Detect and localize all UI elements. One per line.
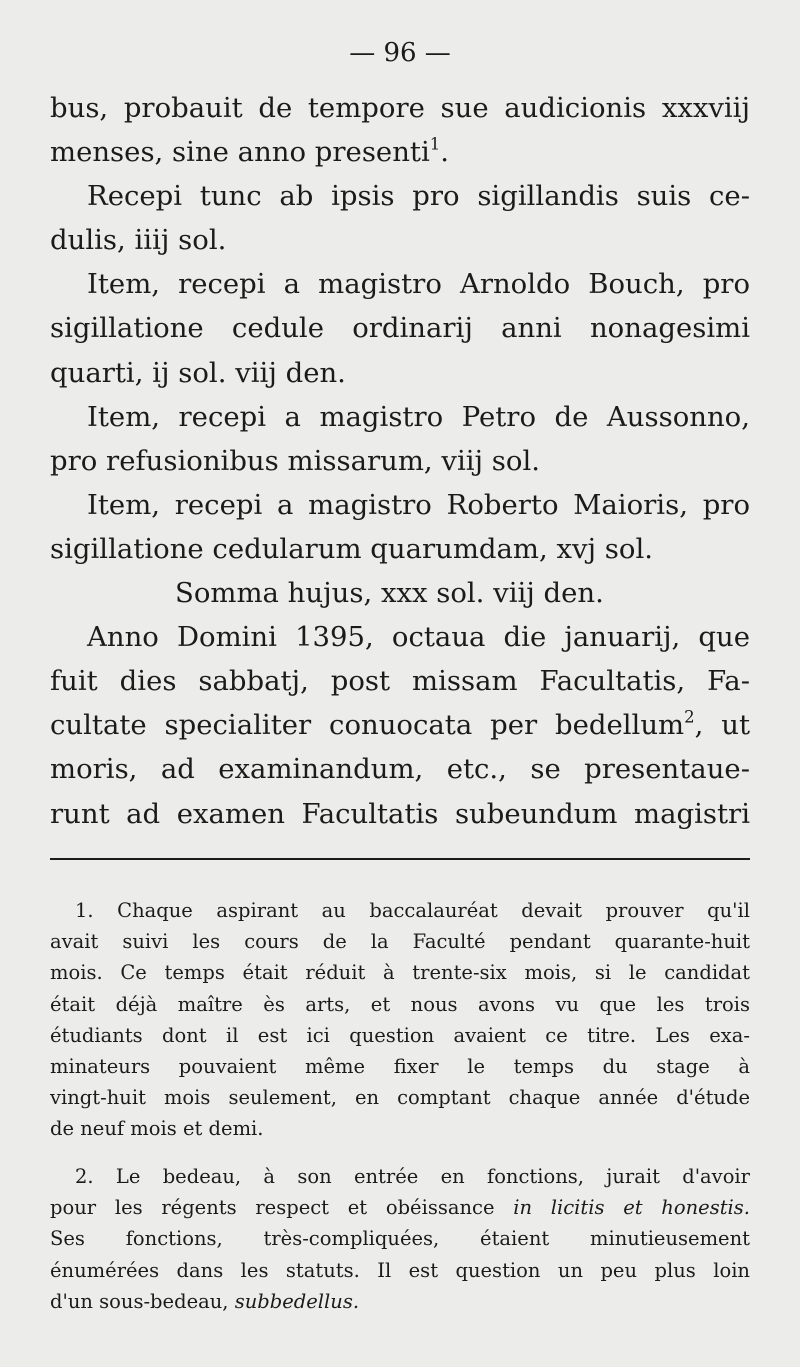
text-line: sigillatione cedularum quarumdam, xvj sol. [50, 532, 653, 565]
text-line: dulis, iiij sol. [50, 224, 227, 257]
footnote-line: de neuf mois et demi. [50, 1117, 264, 1141]
text-line: bus, probauit de tempore sue audicionis xxxviij [50, 92, 750, 124]
text-line: runt ad examen Facultatis subeundum magistri [50, 797, 750, 830]
footnote-ref-1: 1 [429, 134, 441, 154]
main-text [50, 86, 750, 836]
footnote-2 [50, 1161, 750, 1317]
footnote-line: 2. Le bedeau, à son entrée en fonctions, jurait d'avoir [75, 1165, 750, 1188]
text-line: Somma hujus, xxx sol. viij den. [175, 577, 604, 610]
footnote-line: était déjà maître ès arts, et nous avons vu que les trois [50, 992, 750, 1016]
footnote-1 [50, 895, 750, 1145]
text-line: Item, recepi a magistro Roberto Maioris, pro [87, 488, 750, 521]
text-line-body: menses, sine anno presenti [50, 136, 430, 169]
footnote-text: pour les régents respect et obéissance [50, 1196, 514, 1220]
footnote-line: avait suivi les cours de la Faculté pendant quarante-huit [50, 930, 750, 954]
page-number: — 96 — [349, 38, 451, 68]
footnote-line: 1. Chaque aspirant au baccalauréat devait prouver qu'il [75, 899, 750, 922]
footnote-line [50, 1192, 750, 1223]
footnote-text: d'un sous-bedeau, [50, 1289, 235, 1313]
footnote-line: Ses fonctions, très-compliquées, étaient minutieusement [50, 1227, 750, 1251]
text-line-trail: . [440, 136, 450, 169]
text-line: pro refusionibus missarum, viij sol. [50, 444, 541, 477]
text-line: Recepi tunc ab ipsis pro sigillandis suis ce- [87, 180, 750, 213]
text-line: Anno Domini 1395, octaua die januarij, que [87, 621, 750, 654]
text-line: fuit dies sabbatj, post missam Facultatis, Fa- [50, 665, 750, 698]
footnote-line: minateurs pouvaient même fixer le temps du stage à [50, 1054, 750, 1078]
footnote-separator [50, 858, 750, 860]
text-line [50, 703, 750, 747]
text-line: sigillatione cedule ordinarij anni nonagesimi [50, 312, 750, 345]
footnote-line: vingt-huit mois seulement, en comptant chaque année d'étude [50, 1086, 750, 1110]
footnote-line: étudiants dont il est ici question avaient ce titre. Les exa- [50, 1023, 750, 1047]
footnote-latin-term: subbedellus. [234, 1289, 360, 1313]
text-line-trail: , ut [694, 709, 750, 742]
text-line: Item, recepi a magistro Petro de Aussonno, [87, 400, 750, 433]
text-line: quarti, ij sol. viij den. [50, 356, 346, 389]
footnote-line [50, 1286, 750, 1317]
text-line [50, 130, 750, 174]
text-line: Item, recepi a magistro Arnoldo Bouch, pro [87, 268, 750, 301]
footnote-line: mois. Ce temps était réduit à trente-six mois, si le candidat [50, 961, 750, 985]
text-line: moris, ad examinandum, etc., se presentaue- [50, 753, 750, 786]
footnote-latin-phrase: in licitis et honestis. [513, 1196, 750, 1220]
footnote-line: énumérées dans les statuts. Il est question un peu plus loin [50, 1258, 750, 1282]
footnote-ref-2: 2 [684, 707, 695, 727]
text-line-body: cultate specialiter conuocata per bedellum [50, 709, 685, 742]
